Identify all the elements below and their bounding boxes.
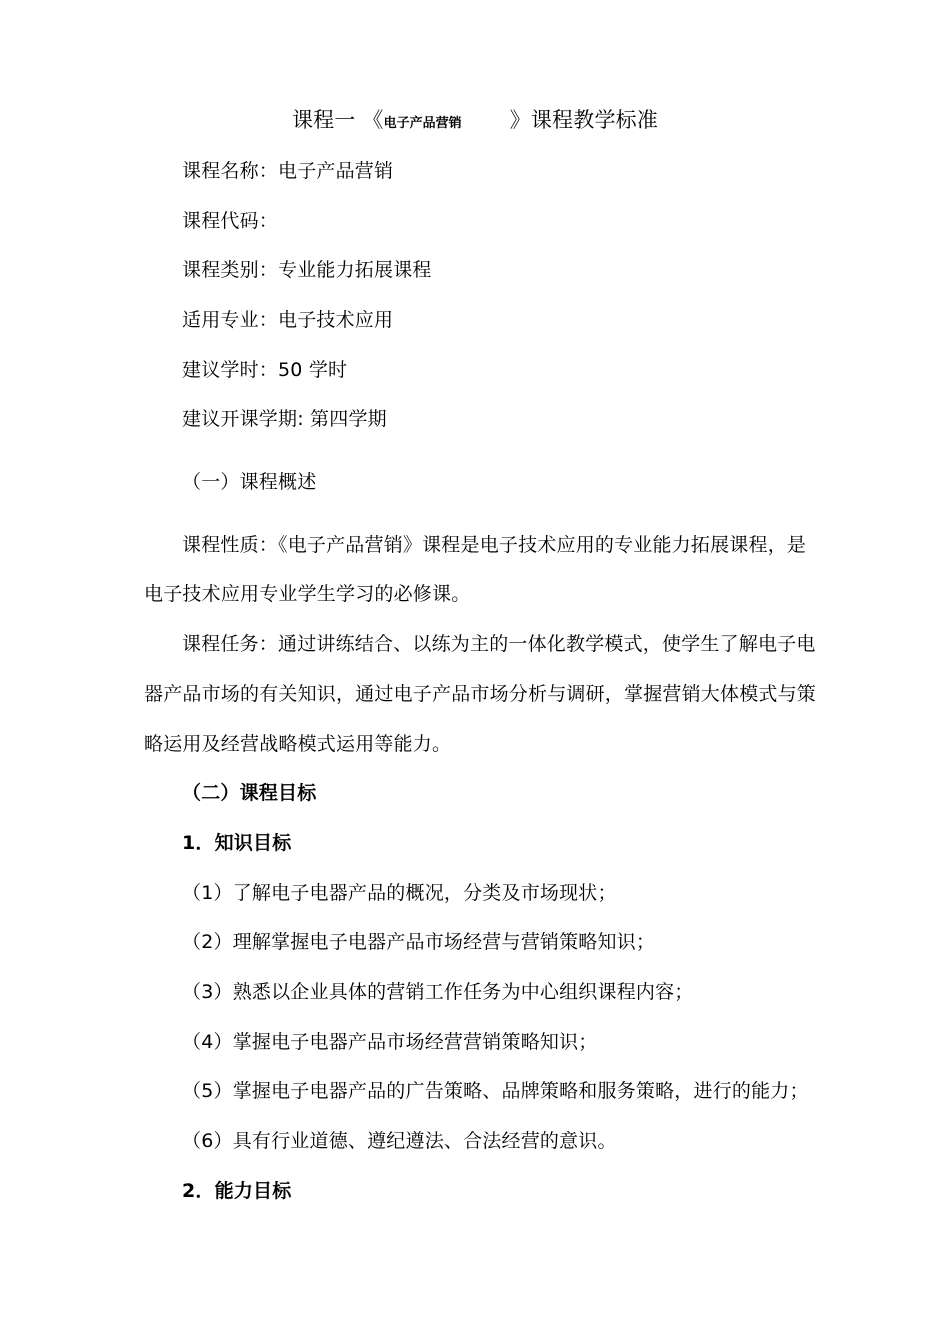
info-course-name: 课程名称：电子产品营销 [182, 160, 394, 182]
title-course-name: 电子产品营销 [383, 116, 462, 131]
knowledge-goal-item: （6）具有行业道德、遵纪遵法、合法经营的意识。 [182, 1130, 617, 1152]
info-suggested-hours: 建议学时：50 学时 [182, 359, 348, 381]
knowledge-goal-item: （3）熟悉以企业具体的营销工作任务为中心组织课程内容； [182, 981, 694, 1003]
knowledge-goal-item: （1）了解电子电器产品的概况，分类及市场现状； [182, 882, 617, 904]
course-task-line-2: 器产品市场的有关知识，通过电子产品市场分析与调研，掌握营销大体模式与策 [144, 683, 817, 705]
course-nature-line-2: 电子技术应用专业学生学习的必修课。 [144, 583, 471, 605]
ability-goals-heading: 2．能力目标 [182, 1180, 292, 1202]
title-suffix: 》课程教学标准 [509, 108, 659, 132]
knowledge-goal-item: （5）掌握电子电器产品的广告策略、品牌策略和服务策略，进行的能力； [182, 1080, 809, 1102]
info-course-category: 课程类别：专业能力拓展课程 [182, 259, 432, 281]
info-course-code: 课程代码： [182, 210, 279, 232]
info-applicable-major: 适用专业：电子技术应用 [182, 309, 394, 331]
course-nature-line-1: 课程性质：《电子产品营销》课程是电子技术应用的专业能力拓展课程，是 [182, 534, 807, 556]
page-title [0, 107, 950, 137]
title-prefix: 课程一 《 [291, 108, 384, 132]
knowledge-goals-heading: 1．知识目标 [182, 832, 292, 854]
knowledge-goal-item: （2）理解掌握电子电器产品市场经营与营销策略知识； [182, 931, 656, 953]
course-task-line-1: 课程任务：通过讲练结合、以练为主的一体化教学模式，使学生了解电子电 [182, 633, 816, 655]
section-goals-heading: （二）课程目标 [182, 782, 317, 804]
course-task-line-3: 略运用及经营战略模式运用等能力。 [144, 733, 452, 755]
knowledge-goal-item: （4）掌握电子电器产品市场经营营销策略知识； [182, 1031, 598, 1053]
info-suggested-term: 建议开课学期: 第四学期 [182, 408, 387, 430]
section-overview-heading: （一）课程概述 [182, 471, 317, 493]
